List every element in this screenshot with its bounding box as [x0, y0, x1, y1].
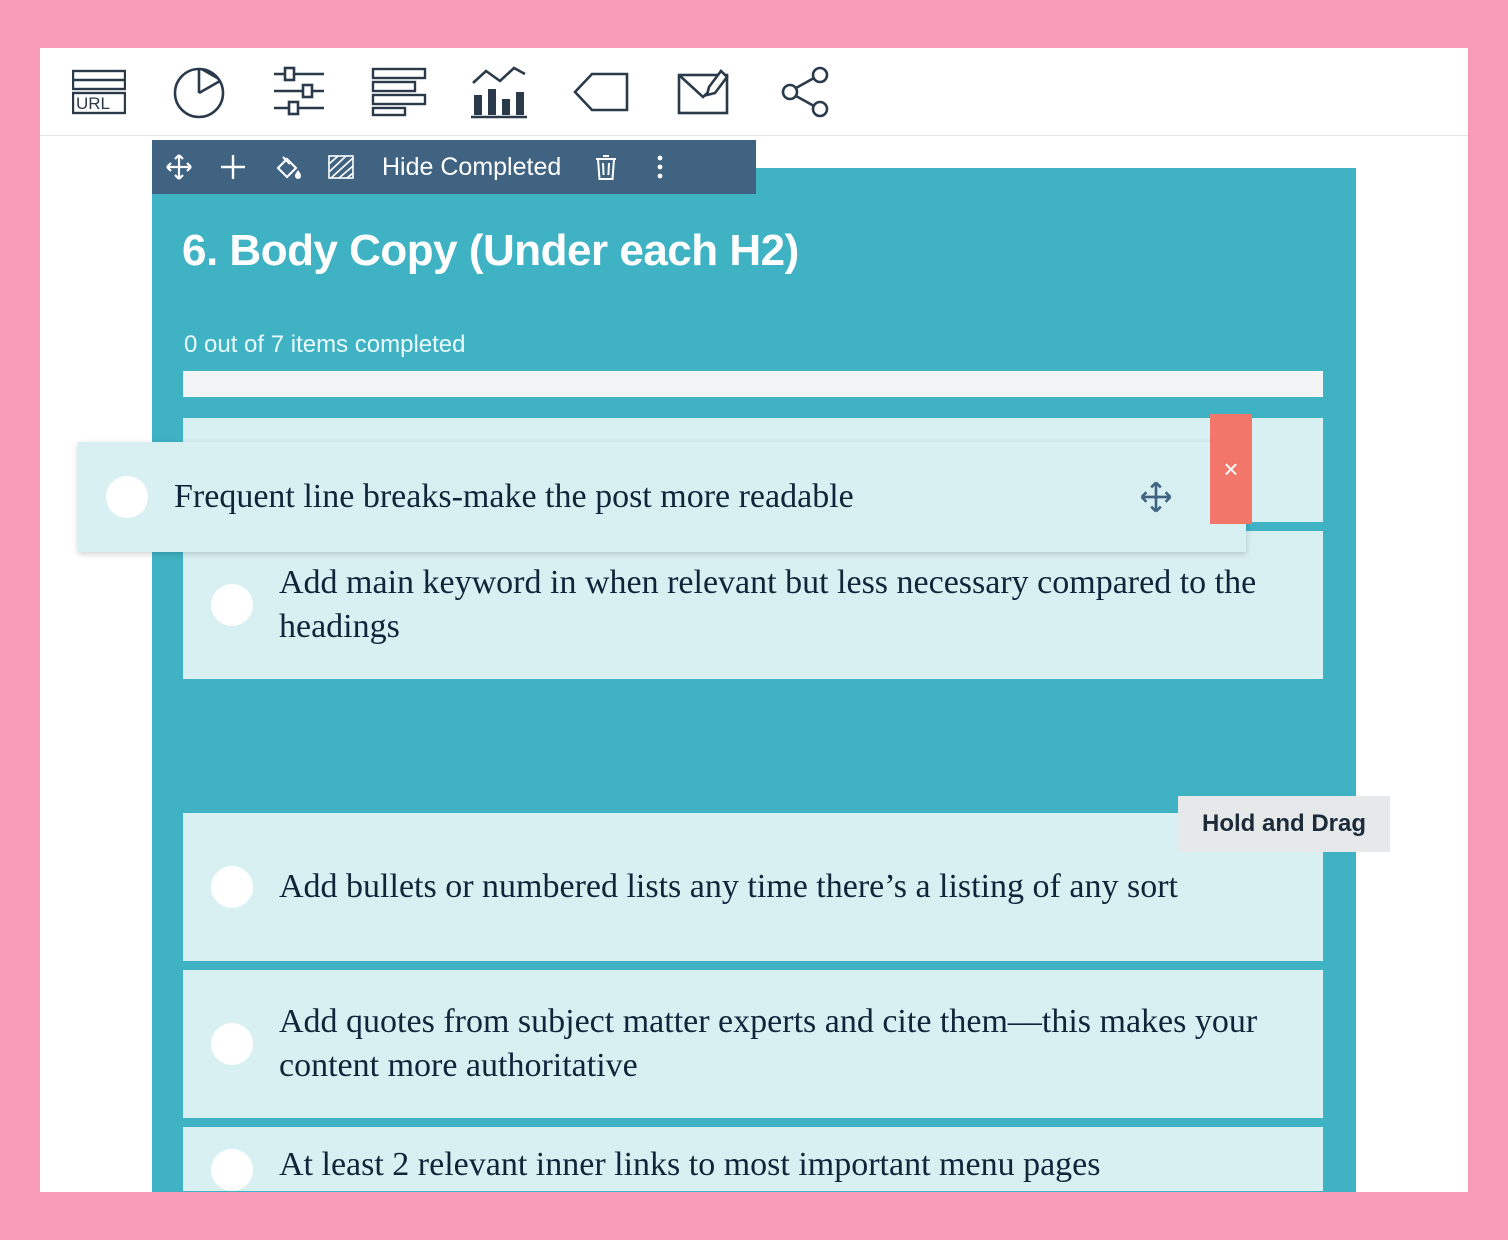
share-icon[interactable]: [774, 61, 836, 123]
url-icon[interactable]: [68, 61, 130, 123]
checkbox-circle[interactable]: [211, 1023, 253, 1065]
drag-placeholder-slot: [183, 688, 1323, 804]
checklist-card: [152, 168, 1356, 1192]
move-icon[interactable]: [152, 140, 206, 194]
bar-list-icon[interactable]: [368, 61, 430, 123]
more-vertical-icon[interactable]: [633, 140, 687, 194]
item-action-toolbar: [152, 140, 756, 194]
list-item-label: Add quotes from subject matter experts and cite them––this makes your content more authoritative: [279, 1002, 1258, 1084]
list-item[interactable]: [183, 813, 1323, 961]
hide-completed-button[interactable]: Hide Completed: [382, 152, 562, 181]
sliders-icon[interactable]: [268, 61, 330, 123]
pie-chart-icon[interactable]: [168, 61, 230, 123]
list-item[interactable]: [183, 970, 1323, 1118]
dragging-list-item[interactable]: [78, 442, 1246, 552]
progress-label: 0 out of 7 items completed: [184, 331, 466, 358]
column-chart-icon[interactable]: [468, 61, 530, 123]
list-item[interactable]: [183, 1127, 1323, 1191]
page-title: 6. Body Copy (Under each H2): [182, 226, 799, 275]
drag-tooltip: Hold and Drag: [1178, 796, 1390, 852]
move-icon[interactable]: [1134, 475, 1178, 519]
paint-bucket-icon[interactable]: [260, 140, 314, 194]
list-item-label: Add bullets or numbered lists any time there’s a listing of any sort: [279, 867, 1178, 905]
compose-icon[interactable]: [672, 61, 734, 123]
plus-icon[interactable]: [206, 140, 260, 194]
pattern-icon[interactable]: [314, 140, 368, 194]
list-item-label: Frequent line breaks-make the post more readable: [174, 477, 854, 515]
list-item-label: At least 2 relevant inner links to most important menu pages: [279, 1146, 1101, 1183]
svg-text:URL: URL: [76, 93, 111, 113]
checkbox-circle[interactable]: [106, 476, 148, 518]
top-icon-toolbar: [40, 48, 1468, 136]
checkbox-circle[interactable]: [211, 584, 253, 626]
checkbox-circle[interactable]: [211, 1149, 253, 1191]
trash-icon[interactable]: [579, 140, 633, 194]
checkbox-circle[interactable]: [211, 866, 253, 908]
delete-item-button[interactable]: ×: [1210, 414, 1252, 524]
tag-icon[interactable]: [570, 61, 632, 123]
list-item-label: Add main keyword in when relevant but less necessary compared to the headings: [279, 563, 1257, 645]
list-item[interactable]: [183, 531, 1323, 679]
progress-bar: [183, 371, 1323, 397]
